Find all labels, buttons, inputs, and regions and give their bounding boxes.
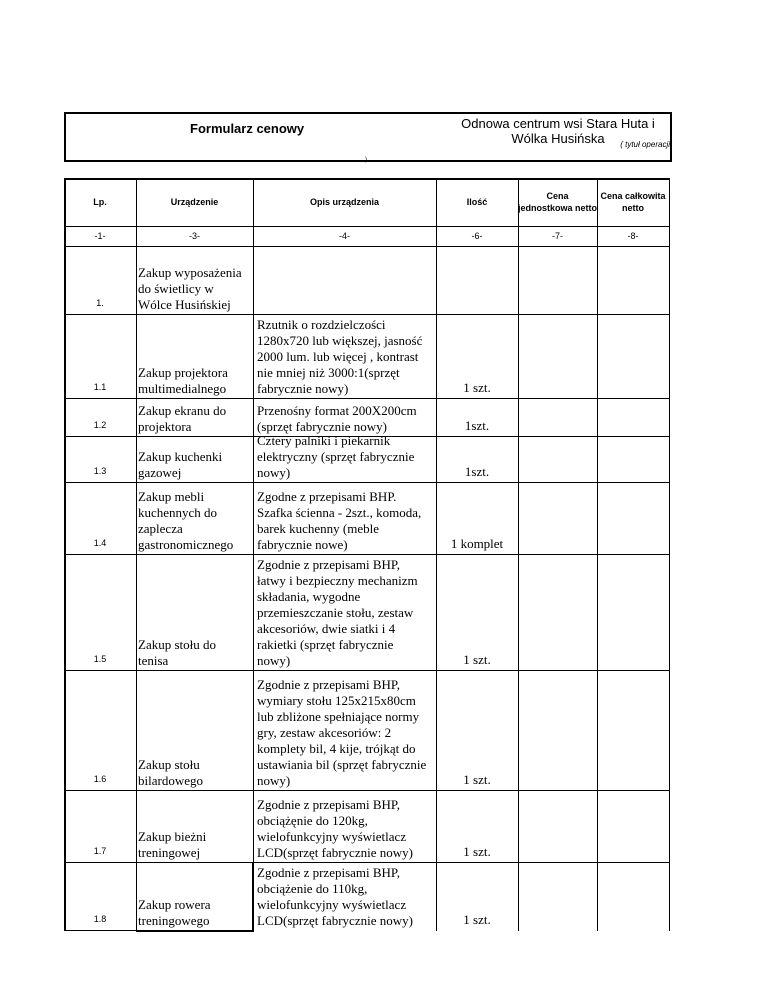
row-device: Zakup bieżni treningowej [138, 829, 207, 860]
row-device: Zakup stołu do tenisa [138, 637, 216, 668]
row-device: Zakup stołu bilardowego [138, 757, 203, 788]
form-title: Formularz cenowy [190, 121, 305, 136]
column-header: Urządzenie [170, 197, 219, 207]
row-lp: 1.2 [93, 420, 107, 430]
row-device: Zakup mebli kuchennych do zaplecza gastronomicznego [138, 489, 234, 552]
column-number: -8- [627, 231, 639, 241]
column-header: Cena całkowita netto [600, 191, 666, 213]
row-description: Zgodnie z przepisami BHP, łatwy i bezpieczny mechanizm składania, wygodne przemieszczanie stołu, zestaw akcesoriów, dwie siatki i 4 rakietki (sprzęt fabrycznie nowy) [257, 557, 418, 668]
row-quantity: 1 szt. [463, 380, 491, 395]
row-device: Zakup wyposażenia do świetlicy w Wólce Husińskiej [138, 265, 242, 312]
column-header: Lp. [93, 197, 107, 207]
row-device: Zakup ekranu do projektora [138, 403, 227, 434]
column-header: Opis urządzenia [309, 197, 380, 207]
column-number: -4- [339, 231, 350, 241]
row-description: Rzutnik o rozdzielczości 1280x720 lub większej, jasność 2000 lum. lub więcej , kontrast nie mniej niż 3000:1(sprzęt fabrycznie nowy) [257, 317, 423, 396]
column-number: -7- [552, 231, 563, 241]
stray-mark: ) [365, 157, 367, 163]
row-description: Zgodnie z przepisami BHP, wymiary stołu 125x215x80cm lub zbliżone spełniające normy gry, zestaw akcesoriów: 2 komplety bil, 4 kije, trójkąt do ustawiania bil (sprzęt fabrycznie nowy) [257, 677, 427, 788]
row-device: Zakup projektora multimedialnego [138, 365, 228, 396]
row-quantity: 1 komplet [450, 536, 504, 551]
row-quantity: 1 szt. [463, 912, 491, 927]
column-number: -6- [471, 231, 483, 241]
row-quantity: 1 szt. [463, 652, 491, 667]
row-description: Zgodne z przepisami BHP. Szafka ścienna - 2szt., komoda, barek kuchenny (meble fabrycznie nowe) [257, 489, 422, 552]
row-description: Przenośny format 200X200cm (sprzęt fabrycznie nowy) [257, 403, 417, 434]
row-quantity: 1 szt. [463, 772, 491, 787]
operation-title: Odnowa centrum wsi Stara Huta i Wólka Husińska [461, 116, 655, 146]
row-lp: 1. [96, 298, 104, 308]
row-lp: 1.6 [93, 774, 107, 784]
row-lp: 1.3 [93, 466, 107, 476]
row-device: Zakup kuchenki gazowej [138, 449, 223, 480]
row-description: Zgodnie z przepisami BHP, obciążęnie do 120kg, wielofunkcyjny wyświetlacz LCD(sprzęt fabrycznie nowy) [257, 797, 413, 860]
row-description: Cztery palniki i piekarnik elektryczny (sprzęt fabrycznie nowy) [257, 433, 415, 480]
row-quantity: 1 szt. [463, 844, 491, 859]
row-lp: 1.7 [93, 846, 107, 856]
row-lp: 1.4 [93, 538, 107, 548]
row-description: Zgodnie z przepisami BHP, obciążenie do 110kg, wielofunkcyjny wyświetlacz LCD(sprzęt fabrycznie nowy) [257, 865, 413, 928]
header-row-line [64, 226, 669, 227]
operation-caption: ( tytuł operacji [620, 140, 670, 149]
device-column-edge [252, 862, 254, 932]
column-header: Cena jednostkowa netto [518, 191, 598, 213]
row-lp: 1.5 [93, 654, 107, 664]
row-lp: 1.1 [93, 382, 107, 392]
table-border-bottom-device [136, 930, 253, 932]
column-number: -1- [94, 231, 106, 241]
column-number: -3- [189, 231, 200, 241]
row-quantity [436, 296, 518, 312]
row-device: Zakup rowera treningowego [138, 897, 211, 928]
row-quantity: 1szt. [464, 418, 490, 433]
row-quantity: 1szt. [464, 464, 490, 479]
table-border-bottom [64, 930, 136, 931]
row-description [257, 246, 435, 314]
column-header: Ilość [466, 197, 488, 207]
row-lp: 1.8 [93, 914, 107, 924]
column-line [669, 178, 670, 931]
